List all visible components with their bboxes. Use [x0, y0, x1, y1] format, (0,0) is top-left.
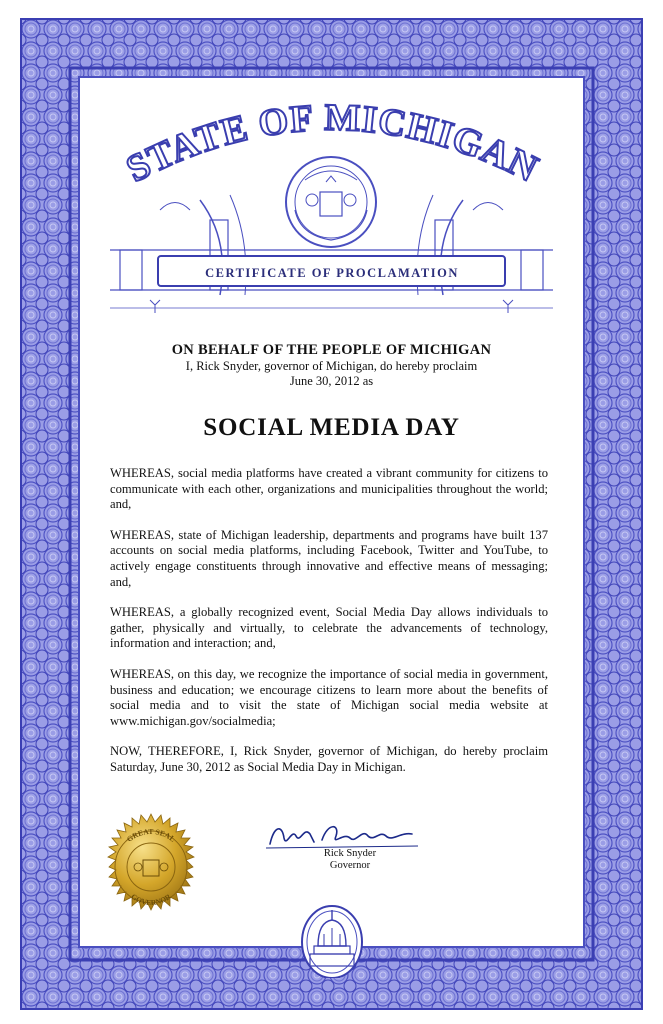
capitol-dome-icon	[298, 898, 366, 978]
proclamation-text	[110, 466, 548, 791]
gold-seal-icon	[96, 812, 206, 922]
whereas-paragraph-1: WHEREAS, social media platforms have created a vibrant community for citizens to communicate with each other, organizations and municipalities throughout the world; and,	[110, 466, 548, 512]
proclamation-intro	[100, 342, 563, 389]
intro-line-2: I, Rick Snyder, governor of Michigan, do hereby proclaim	[185, 359, 478, 373]
seal-text-top: GREAT SEAL	[125, 826, 178, 844]
therefore-paragraph: NOW, THEREFORE, I, Rick Snyder, governor of Michigan, do hereby proclaim Saturday, June 30, 2012 as Social Media Day in Michigan.	[110, 744, 548, 774]
signer-title: Governor	[329, 860, 371, 871]
signer-block	[280, 848, 420, 872]
governor-signature	[262, 818, 422, 852]
whereas-paragraph-4: WHEREAS, on this day, we recognize the importance of social media in government, business and education; we encourage citizens to learn more about the benefits of social media and to visit the state of Michigan social media website at www.michigan.gov/socialmedia;	[110, 666, 548, 728]
state-banner: STATE OF MICHIGAN	[119, 100, 545, 191]
proclamation-title: SOCIAL MEDIA DAY	[203, 414, 460, 441]
whereas-paragraph-3: WHEREAS, a globally recognized event, Social Media Day allows individuals to gather, physically and virtually, to celebrate the advancements of technology, information and interaction; and,	[110, 605, 548, 651]
intro-line-1: ON BEHALF OF THE PEOPLE OF MICHIGAN	[171, 342, 492, 358]
signature-script: Rick Snyder	[342, 832, 347, 833]
michigan-seal-icon	[286, 157, 376, 247]
signer-name: Rick Snyder	[323, 848, 377, 859]
intro-line-3: June 30, 2012 as	[289, 374, 374, 388]
certificate-title: CERTIFICATE OF PROCLAMATION	[205, 266, 459, 280]
header-artwork	[100, 100, 563, 320]
whereas-paragraph-2: WHEREAS, state of Michigan leadership, departments and programs have built 137 accounts on social media platforms, including Facebook, Twitter and YouTube, to actively engage constituents through innovative and effective means of messaging; and,	[110, 527, 548, 589]
seal-text-bottom: GOVERNOR	[129, 891, 173, 908]
